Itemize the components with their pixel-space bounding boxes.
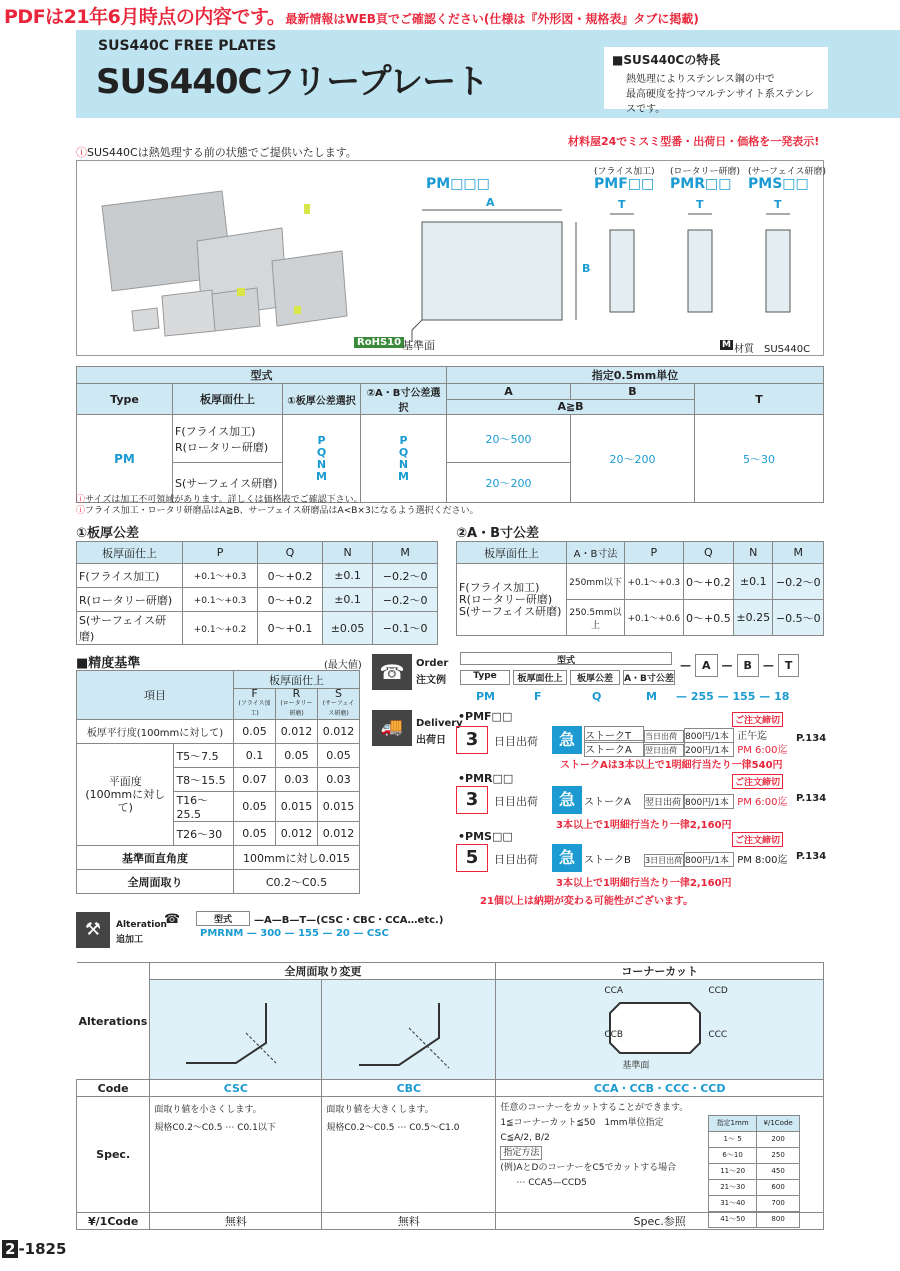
price-csc: 無料 (150, 1213, 322, 1230)
tol1-r0c1: +0.1～+0.3 (183, 564, 258, 588)
prec-fr2c3: 0.015 (318, 792, 360, 822)
precision-max: (最大値) (324, 660, 362, 671)
prec-h-s: S (335, 687, 342, 700)
corner-price-table (708, 1115, 800, 1228)
order-h-b: B (737, 654, 759, 677)
corner-drawing (496, 980, 824, 1080)
tol2-r0c1: +0.1～+0.3 (625, 564, 684, 600)
prec-angle: 基準面直角度 (77, 846, 234, 870)
alterations-table (76, 962, 824, 1230)
order-ex-t: 18 (774, 690, 790, 703)
cp-r2c0: 11～20 (709, 1164, 757, 1180)
a-range1: 20～500 (447, 415, 571, 463)
order-icon: ☎ (372, 654, 412, 690)
pms-label: PMS□□ (748, 176, 809, 192)
prec-fr0c3: 0.05 (318, 744, 360, 768)
cutoff-2: ご注文締切 (732, 774, 783, 789)
pmf-label: PMF□□ (594, 176, 655, 192)
precision-table (76, 670, 360, 894)
order-h-surface: 板厚面仕上 (513, 670, 567, 685)
tol1-r2c2: 0～+0.1 (258, 612, 323, 645)
table-note-2-text: フライス加工・ロータリ研磨品はA≧B、サーフェイス研磨品はA<B×3になるよう選択ください。 (85, 506, 479, 516)
table-note-2: ⓘフライス加工・ロータリ研磨品はA≧B、サーフェイス研磨品はA<B×3になるよう選択ください。 (76, 506, 479, 516)
alteration-label-jp: 追加工 (116, 935, 144, 945)
alteration-label-en: Alteration (116, 920, 167, 930)
ccd-label: CCD (708, 986, 728, 996)
h-unit: 指定0.5mm単位 (447, 367, 824, 384)
tol2-r1c0: 250.5mm以上 (567, 600, 625, 636)
h-ageb: A≧B (447, 399, 695, 415)
promo-note: 材料屋24でミスミ型番・出荷日・価格を一発表示! (568, 135, 820, 148)
cp-r4c1: 700 (756, 1196, 799, 1212)
dim-a: A (486, 196, 495, 209)
pms-row (584, 851, 787, 867)
main-table (76, 366, 824, 503)
page-chapter: 2 (2, 1240, 18, 1258)
code-cbc: CBC (322, 1080, 496, 1097)
tol2-r1c4: −0.5～0 (773, 600, 824, 636)
pmf-note: (フライス加工) (594, 167, 655, 177)
dim-t-pms: T (774, 198, 782, 211)
ref-face-label: 基準面 (402, 339, 435, 352)
pmr-note: 3本以上で1明細行当たり一律2,160円 (556, 820, 732, 831)
alt-phone-icon: ☎ (164, 912, 181, 927)
b-range: 20～200 (571, 415, 695, 503)
prec-h-r-sub: (ロータリー研磨) (280, 700, 313, 717)
order-ex-tol1: Q (592, 690, 602, 703)
alt-hdr: —A—B—T—(CSC・CBC・CCA…etc.) (254, 915, 444, 926)
info-icon: ⓘ (76, 146, 87, 159)
tol2-table (456, 541, 824, 636)
tol2-r0c4: −0.2～0 (773, 564, 824, 600)
tol2-h3: Q (683, 542, 734, 564)
prec-fr2c1: 0.05 (234, 792, 276, 822)
plate-drawing (400, 192, 820, 352)
heat-note (76, 144, 357, 160)
tol2-r1c3: ±0.25 (734, 600, 773, 636)
pmr-row (584, 793, 787, 809)
title-jp: SUS440Cフリープレート (96, 62, 489, 102)
cp-r0c1: 200 (756, 1132, 799, 1148)
tol1-title: ①板厚公差 (76, 526, 140, 541)
delivery-label-jp: 出荷日 (416, 735, 446, 746)
prec-h-item: 項目 (77, 671, 234, 720)
pmf-r2-stock: ストークA (584, 740, 644, 757)
notice-sub: 最新情報はWEB頁でご確認ください(仕様は『外形図・規格表』タブに掲載) (285, 12, 699, 26)
order-h-model: 型式 (460, 652, 672, 665)
cp-r2c1: 450 (756, 1164, 799, 1180)
product-photo (82, 166, 392, 352)
prec-fr3c2: 0.012 (276, 822, 318, 846)
tol2-h1: A・B寸法 (567, 542, 625, 564)
prec-fr3c3: 0.012 (318, 822, 360, 846)
order-ex-b: 155 (732, 690, 756, 703)
h-surface: 板厚面仕上 (173, 384, 283, 415)
pmf-days: 3 (456, 726, 488, 754)
alt-h-spec: Spec. (77, 1097, 150, 1213)
feature-box (604, 47, 828, 115)
h-b: B (571, 384, 695, 400)
pm-label: PM□□□ (426, 176, 490, 192)
pms-page: P.134 (796, 851, 827, 862)
spec-cc-1: 任意のコーナーをカットすることができます。 (500, 1103, 689, 1113)
order-label-jp: 注文例 (416, 675, 446, 686)
tol1-h1: P (183, 542, 258, 564)
tol1-h3: N (322, 542, 372, 564)
tol2-h2: P (625, 542, 684, 564)
prec-flat: 平面度 (100mmに対して) (77, 744, 174, 846)
code-cc: CCA・CCB・CCC・CCD (496, 1080, 824, 1097)
prec-par-f: 0.05 (234, 720, 276, 744)
page-number (2, 1240, 66, 1258)
alt-h-corner: コーナーカット (496, 963, 824, 980)
cp-r5c1: 800 (756, 1212, 799, 1228)
tol1-r2c0: S(サーフェイス研磨) (77, 612, 183, 645)
surf-f: F(フライス加工) (175, 424, 256, 438)
tol1-r2c1: +0.1～+0.2 (183, 612, 258, 645)
ccb-label: CCB (604, 1030, 624, 1040)
order-ex-a: 255 (690, 690, 714, 703)
feature-title: ■SUS440Cの特長 (612, 53, 721, 67)
order-h-t: T (778, 654, 800, 677)
pmf-r2-cut: PM 6:00迄 (737, 745, 788, 756)
h-tol2: ②A・B寸公差選択 (361, 384, 447, 415)
feature-line2: 最高硬度を持つマルテンサイト系ステンレスです。 (626, 89, 814, 115)
prec-chamfer: 全周面取り (77, 870, 234, 894)
alt-h-code: Code (77, 1080, 150, 1097)
pms-note: (サーフェイス研磨) (748, 167, 827, 177)
pmf-r1-cut: 正午迄 (737, 731, 768, 742)
price-cc: Spec.参照 (496, 1213, 824, 1230)
tol1-r2c3: ±0.05 (322, 612, 372, 645)
tol2-h5: M (773, 542, 824, 564)
order-example: PM F Q M — 255 — 155 — 18 (476, 690, 790, 703)
pmr-days-label: 日目出荷 (494, 795, 538, 808)
tol1-table (76, 541, 438, 645)
pmr-urgent: 急 (552, 786, 582, 814)
h-model: 型式 (77, 367, 447, 384)
prec-fr1c2: 0.03 (276, 768, 318, 792)
alt-h-price: ¥/1Code (77, 1213, 150, 1230)
cutoff-3: ご注文締切 (732, 832, 783, 847)
tol1-r1c3: ±0.1 (322, 588, 372, 612)
tol1-h2: Q (258, 542, 323, 564)
tol1-r2c4: −0.1～0 (373, 612, 438, 645)
h-t: T (695, 384, 824, 415)
csc-drawing (150, 980, 322, 1080)
alt-h-model: 型式 (196, 911, 250, 926)
heat-note-text: SUS440Cは熱処理する前の状態でご提供いたします。 (87, 146, 357, 159)
cp-r0c0: 1～ 5 (709, 1132, 757, 1148)
prec-fr0c0: T5～7.5 (174, 744, 234, 768)
prec-fr0c1: 0.1 (234, 744, 276, 768)
prec-fr1c1: 0.07 (234, 768, 276, 792)
tol1-r1c2: 0～+0.2 (258, 588, 323, 612)
order-ex-type: PM (476, 690, 496, 703)
pmr-stock: ストークA (584, 797, 631, 808)
prec-fr1c0: T8～15.5 (174, 768, 234, 792)
prec-h-f: F (251, 687, 258, 700)
title-en: SUS440C FREE PLATES (98, 38, 277, 54)
rohs-badge: RoHS10 (354, 337, 404, 348)
type-pm: PM (77, 415, 173, 503)
tol1-options: P Q N M (283, 415, 361, 503)
tol1-h0: 板厚面仕上 (77, 542, 183, 564)
surf-s: S(サーフェイス研磨) (173, 463, 283, 503)
pmf-name: •PMF□□ (458, 710, 513, 723)
h-type: Type (77, 384, 173, 415)
spec-cc-6: ⋯ CCA5—CCD5 (516, 1178, 587, 1188)
pms-note: 3本以上で1明細行当たり一律2,160円 (556, 878, 732, 889)
cbc-drawing (322, 980, 496, 1080)
pmf-r2-ship: 翌日出荷 (644, 744, 684, 757)
cp-r4c0: 31～40 (709, 1196, 757, 1212)
page-num: -1825 (18, 1240, 67, 1258)
prec-fr1c3: 0.03 (318, 768, 360, 792)
order-label-en: Order (416, 658, 449, 669)
pmf-row2 (584, 740, 787, 757)
code-csc: CSC (150, 1080, 322, 1097)
tol1-r0c3: ±0.1 (322, 564, 372, 588)
precision-title: ■精度基準 (76, 656, 141, 671)
surf-r: R(ロータリー研磨) (175, 440, 269, 454)
corner-ref: 基準面 (622, 1061, 650, 1071)
alt-example: PMRNM — 300 — 155 — 20 — CSC (200, 928, 389, 939)
cutoff-1: ご注文締切 (732, 712, 783, 727)
spec-csc-2: 規格C0.2～C0.5 ⋯ C0.1以下 (154, 1123, 276, 1133)
pmr-cut: PM 6:00迄 (737, 797, 788, 808)
alt-h-chamfer: 全周面取り変更 (150, 963, 496, 980)
prec-h-s-sub: (サーフェイス研磨) (322, 700, 355, 717)
cp-h1: ¥/1Code (756, 1116, 799, 1132)
cp-r1c1: 250 (756, 1148, 799, 1164)
cca-label: CCA (604, 986, 624, 996)
pms-urgent: 急 (552, 844, 582, 872)
feature-line1: 熱処理によりステンレス鋼の中で (626, 74, 775, 85)
delivery-label-en: Delivery (416, 718, 463, 729)
prec-parallel: 板厚平行度(100mmに対して) (77, 720, 234, 744)
prec-h-r: R (292, 687, 301, 700)
spec-cc-5: (例)AとDのコーナーをC5でカットする場合 (500, 1163, 677, 1173)
cp-r1c0: 6～10 (709, 1148, 757, 1164)
pms-days-label: 日目出荷 (494, 853, 538, 866)
notice-main: PDFは21年6月時点の内容です。 (4, 6, 286, 28)
pmf-r1-stock: ストークT (584, 726, 644, 743)
dim-b: B (582, 262, 591, 275)
order-h-type: Type (460, 670, 510, 685)
table-note-1: ⓘサイズは加工不可領域があります。詳しくは価格表でご確認下さい。 (76, 495, 363, 505)
tol1-r0c4: −0.2～0 (373, 564, 438, 588)
delivery-footnote: 21個以上は納期が変わる可能性がございます。 (480, 896, 694, 907)
tol2-surface: F(フライス加工) R(ロータリー研磨) S(サーフェイス研磨) (457, 564, 567, 636)
prec-fr3c0: T26～30 (174, 822, 234, 846)
delivery-icon: 🚚 (372, 710, 412, 746)
prec-h-surf: 板厚面仕上 (234, 671, 360, 689)
spec-cc-3: C≦A/2, B/2 (500, 1133, 550, 1143)
ccc-label: CCC (708, 1030, 728, 1040)
prec-par-s: 0.012 (318, 720, 360, 744)
pmf-page: P.134 (796, 733, 827, 744)
h-tol1: ①板厚公差選択 (283, 384, 361, 415)
tol1-r0c0: F(フライス加工) (77, 564, 183, 588)
order-h-tol1: 板厚公差 (570, 670, 620, 685)
pms-days: 5 (456, 844, 488, 872)
price-cbc: 無料 (322, 1213, 496, 1230)
tol2-options: P Q N M (361, 415, 447, 503)
tol2-r1c1: +0.1～+0.6 (625, 600, 684, 636)
spec-cbc-2: 規格C0.2～C0.5 ⋯ C0.5～C1.0 (326, 1123, 460, 1133)
pmr-page: P.134 (796, 793, 827, 804)
cp-r5c0: 41～50 (709, 1212, 757, 1228)
pmr-name: •PMR□□ (458, 772, 514, 785)
tol2-title: ②A・B寸公差 (456, 526, 539, 541)
pms-stock: ストークB (584, 855, 631, 866)
prec-angle-val: 100mmに対し0.015 (234, 846, 360, 870)
pmr-price: 800円/1本 (684, 794, 734, 809)
dim-t-pmr: T (696, 198, 704, 211)
pmf-days-label: 日目出荷 (494, 735, 538, 748)
table-note-1-text: サイズは加工不可領域があります。詳しくは価格表でご確認下さい。 (85, 495, 363, 505)
pmf-r1-price: 800円/1本 (684, 728, 734, 743)
material-icon: M (722, 340, 731, 350)
pmr-label: PMR□□ (670, 176, 732, 192)
prec-fr3c1: 0.05 (234, 822, 276, 846)
cp-r3c1: 600 (756, 1180, 799, 1196)
pmf-urgent: 急 (552, 726, 582, 754)
cp-r3c0: 21～30 (709, 1180, 757, 1196)
top-notice (4, 2, 898, 28)
pmf-r1-ship: 当日出荷 (644, 730, 684, 743)
pmf-note: ストークAは3本以上で1明細行当たり一律540円 (560, 760, 783, 771)
pms-price: 800円/1本 (684, 852, 734, 867)
t-range: 5～30 (695, 415, 824, 503)
pmr-note: (ロータリー研磨) (670, 167, 741, 177)
order-h-tol2: A・B寸公差 (623, 670, 675, 685)
pmr-ship: 翌日出荷 (644, 794, 684, 809)
h-a: A (447, 384, 571, 400)
prec-chamfer-val: C0.2～C0.5 (234, 870, 360, 894)
prec-fr2c2: 0.015 (276, 792, 318, 822)
prec-fr2c0: T16～25.5 (174, 792, 234, 822)
pms-cut: PM 8:00迄 (737, 855, 788, 866)
order-ex-surface: F (534, 690, 542, 703)
tol2-h4: N (734, 542, 773, 564)
spec-csc-1: 面取り値を小さくします。 (154, 1105, 262, 1115)
spec-cc-4: 指定方法 (500, 1146, 542, 1160)
pms-name: •PMS□□ (458, 830, 513, 843)
prec-par-r: 0.012 (276, 720, 318, 744)
tol2-r1c2: 0～+0.5 (683, 600, 734, 636)
prec-h-f-sub: (フライス加工) (238, 700, 271, 717)
spec-cc-2: 1≦コーナーカット≦50 1mm単位指定 (500, 1118, 664, 1128)
material-label: 材質 SUS440C (734, 344, 811, 355)
pmr-days: 3 (456, 786, 488, 814)
tol1-r1c4: −0.2～0 (373, 588, 438, 612)
tol1-r0c2: 0～+0.2 (258, 564, 323, 588)
pmf-r2-price: 200円/1本 (684, 742, 734, 757)
alt-h-alterations: Alterations (77, 963, 150, 1080)
tol1-h4: M (373, 542, 438, 564)
order-headers (460, 670, 675, 685)
header-band-side (0, 30, 72, 118)
tol2-r0c3: ±0.1 (734, 564, 773, 600)
alteration-icon: ⚒ (76, 912, 110, 948)
tol2-r0c0: 250mm以下 (567, 564, 625, 600)
tol1-r1c0: R(ロータリー研磨) (77, 588, 183, 612)
dim-t-pmf: T (618, 198, 626, 211)
spec-cbc-1: 面取り値を大きくします。 (326, 1105, 434, 1115)
tol1-r1c1: +0.1～+0.3 (183, 588, 258, 612)
prec-fr0c2: 0.05 (276, 744, 318, 768)
order-dims: — A — B — T (680, 654, 799, 677)
order-ex-tol2: M (646, 690, 657, 703)
pms-ship: 3日目出荷 (645, 856, 683, 865)
tol2-r0c2: 0～+0.2 (683, 564, 734, 600)
order-h-a: A (695, 654, 718, 677)
tol2-h0: 板厚面仕上 (457, 542, 567, 564)
cp-h0: 指定1mm (709, 1116, 757, 1132)
a-range2: 20～200 (447, 463, 571, 503)
